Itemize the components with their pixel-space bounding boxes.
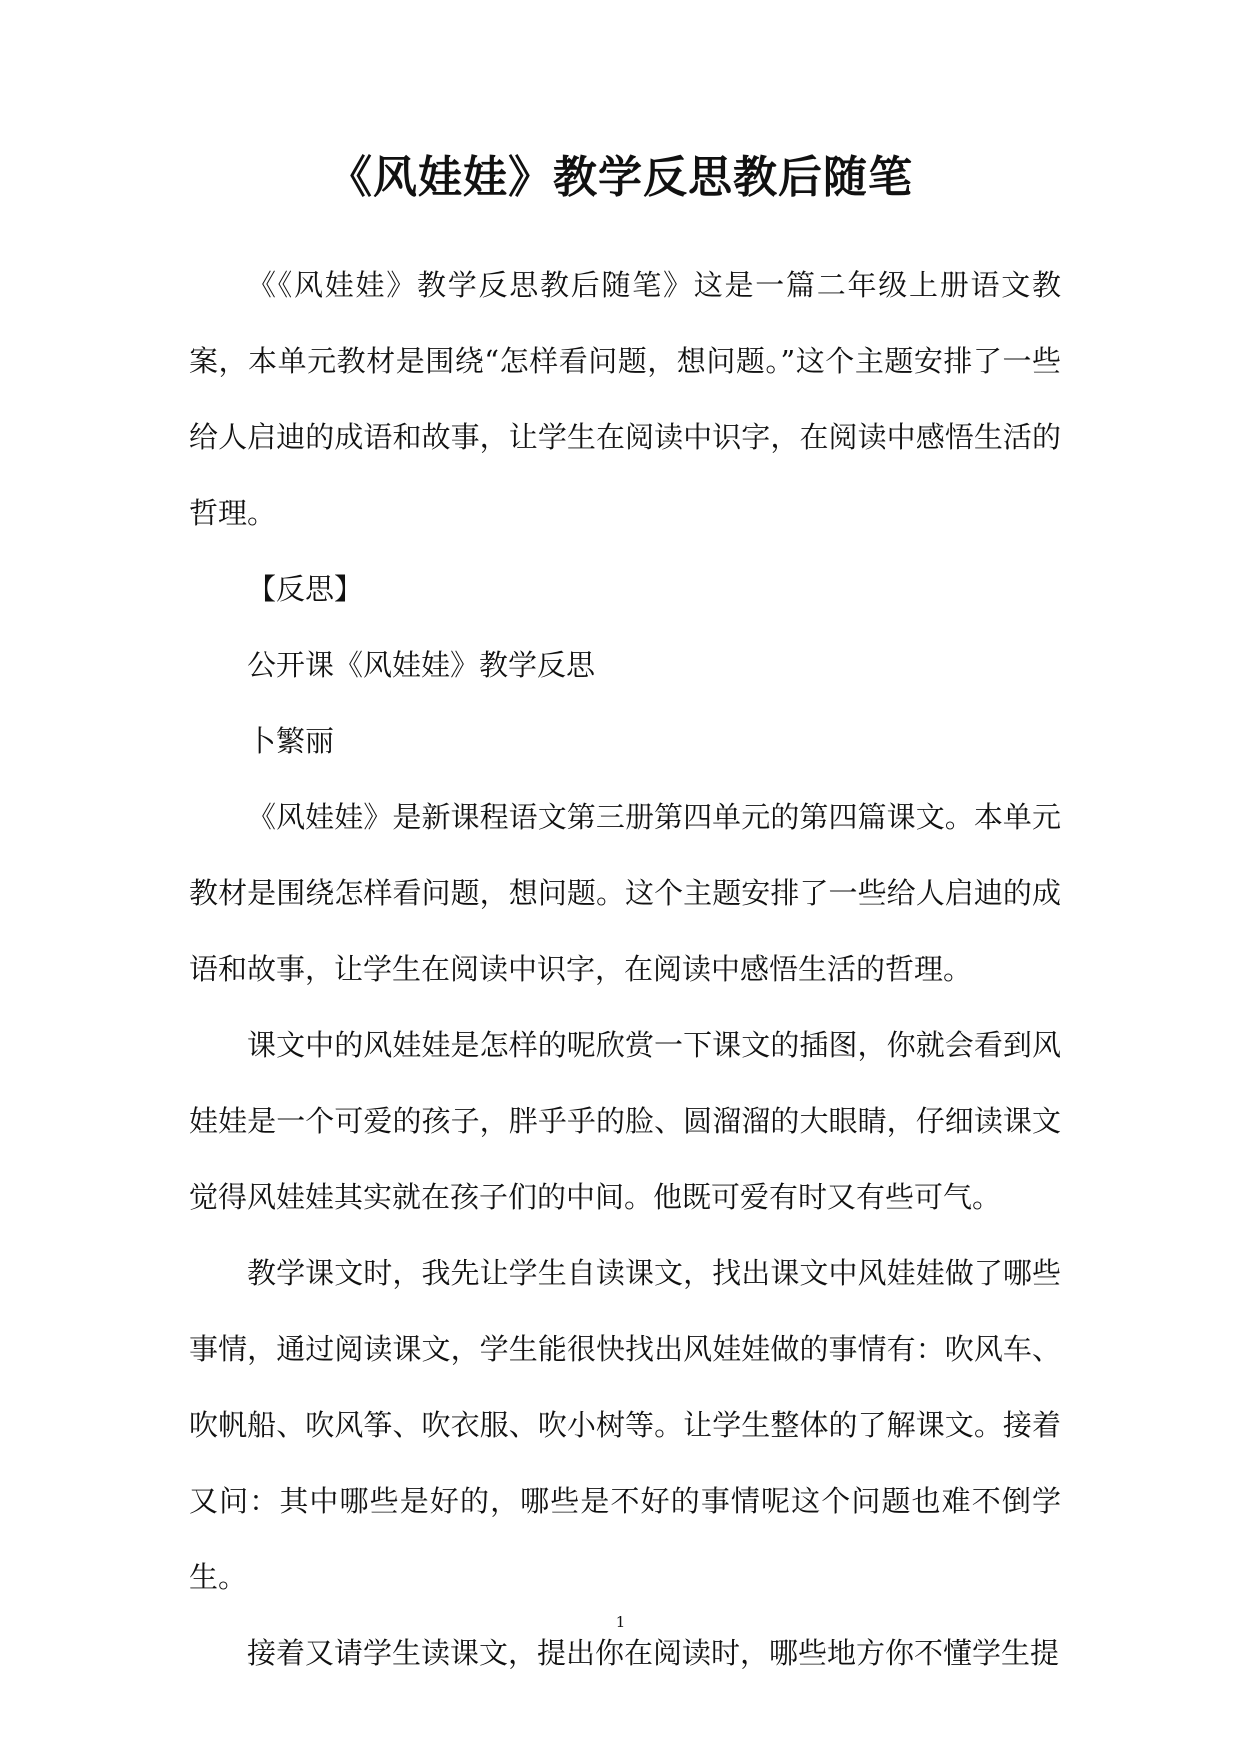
paragraph-reflection-heading: 【反思】: [247, 572, 364, 606]
document-body: [189, 247, 1061, 1691]
paragraph-lesson-title: 公开课《风娃娃》教学反思: [247, 648, 596, 682]
paragraph-text: 接着又请学生读课文，提出你在阅读时，哪些地方你不懂学生提: [247, 1636, 1060, 1670]
page-number: 1: [615, 1613, 626, 1631]
paragraph-text: 课文中的风娃娃是怎样的呢欣赏一下课文的插图，你就会看到风娃娃是一个可爱的孩子，胖乎乎的脸、圆溜溜的大眼睛，仔细读课文觉得风娃娃其实就在孩子们的中间。他既可爱有时又有些可气。: [189, 1028, 1061, 1214]
paragraph-text: 《风娃娃》是新课程语文第三册第四单元的第四篇课文。本单元教材是围绕怎样看问题，想问题。这个主题安排了一些给人启迪的成语和故事，让学生在阅读中识字，在阅读中感悟生活的哲理。: [189, 800, 1061, 986]
paragraph-text: 教学课文时，我先让学生自读课文，找出课文中风娃娃做了哪些事情，通过阅读课文，学生能很快找出风娃娃做的事情有：吹风车、吹帆船、吹风筝、吹衣服、吹小树等。让学生整体的了解课文。接着又问：其中哪些是好的，哪些是不好的事情呢这个问题也难不倒学生。: [189, 1256, 1061, 1594]
document-title: 《风娃娃》教学反思教后随笔: [328, 152, 913, 203]
paragraph-intro: 《《风娃娃》教学反思教后随笔》这是一篇二年级上册语文教案，本单元教材是围绕“怎样看问题，想问题。”这个主题安排了一些给人启迪的成语和故事，让学生在阅读中识字，在阅读中感悟生活的哲理。: [189, 268, 1061, 530]
paragraph-author: 卜繁丽: [247, 724, 335, 758]
